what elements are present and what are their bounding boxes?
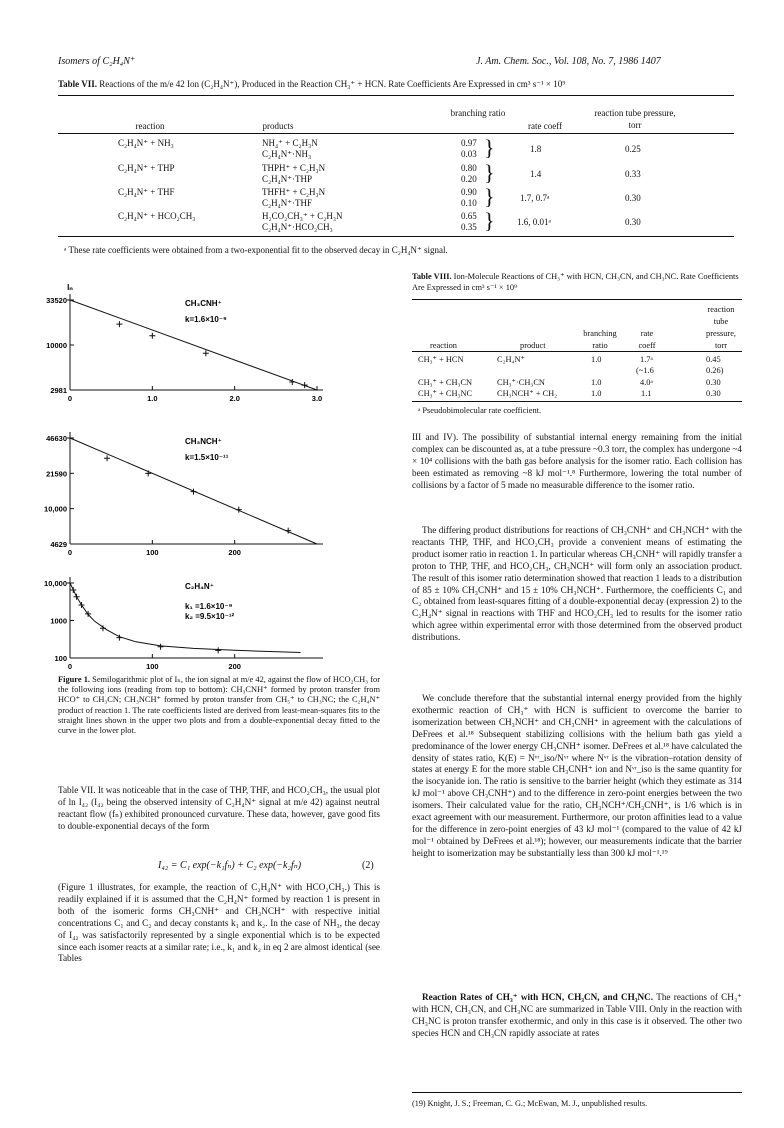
y-tick-label: 46630 [46,434,67,443]
plot-ch3nch [44,432,323,557]
data-point [67,297,73,303]
y-tick-label: 33520 [46,296,67,305]
left-paragraph-2: (Figure 1 illustrates, for example, the reaction of C₂H₄N⁺ with HCO₂CH₃.) This is readily explained if it is assumed that the C₂H₄N⁺ formed by reaction 1 is present in both of the isomeric forms CH₃CNH⁺ and CH₃NCH⁺ with respective initial concentrations C₁ and C₂ and decay constants k₁ and k₂. In the case of NH₃, the decay of I₄₂ was satisfactorily represented by a single exponential which is to be expected since each isomer reacts at a similar rate; i.e., k₁ and k₂ in eq 2 are almost identical (see Tables [58,882,380,964]
data-point [215,647,221,653]
right-paragraph-2: The differing product distributions for reactions of CH₃CNH⁺ and CH₃NCH⁺ with the reactants THP, THF, and HCO₂CH₃ provide a convenient means of estimating the product isomer ratio in reaction 1. In particular whereas CH₃CNH⁺ will rapidly transfer a proton to THP, THF, and HCO₂CH₃, CH₃NCH⁺ will form only an association product. The result of this isomer ratio determination showed that reaction 1 leads to a distribution of 85 ± 10% CH₃CNH⁺ and 15 ± 10% CH₃NCH⁺. Furthermore, the coefficients C₁ and C₂ obtained from least-squares fitting of a double-exponential decay (expression 2) to the C₂H₄N⁺ signal in reactions with THF and HCO₂CH₃ led to results for the isomer ratio which agree within experimental error with those determined from the observed product distributions. [412,525,742,643]
running-header-left: Isomers of C₂H₄N⁺ [58,56,136,67]
rate-label: k₂ =9.5×10⁻¹² [185,612,235,621]
table7-header-pressure: reaction tube pressure, torr [594,108,676,130]
plot-c2h4n [44,577,323,672]
table8-cell-rate: 1.1 [641,389,652,398]
table8-header-rate: rate coeff [638,329,656,350]
y-tick-label: 1000 [50,616,67,626]
table8-header-branching: branching ratio [583,329,617,350]
figure1-caption-label: Figure 1. [58,675,91,684]
data-point [70,587,76,593]
table8-footnote: ᵃ Pseudobimolecular rate coefficient. [418,406,542,415]
footnote-19: (19) Knight, J. S.; Freeman, C. G.; McEwan, M. J., unpublished results. [412,1099,648,1108]
table8-cell-product: CH₃⁺·CH₃CN [497,378,545,387]
table8-cell-ratio: 1.0 [591,389,602,398]
table7-cell-product: C₂H₄N⁺·HCO₂CH₃ [262,222,333,232]
table7-top-rule [58,95,734,96]
y-tick-label: 10,000 [44,504,67,514]
table7-cell-product: C₂H₄N⁺·NH₃ [262,149,312,159]
y-tick-label: 100 [54,654,67,663]
table7-header-rate: rate coeff [527,121,563,131]
table8-caption-text: Ion-Molecule Reactions of CH₃⁺ with HCN, CH₃CN, and CH₃NC. Rate Coefficients Are Expressed in cm³ s⁻¹ × 10⁹ [412,272,739,292]
table8-cell-reaction: CH₃⁺ + HCN [418,355,464,364]
fit-line [70,300,317,390]
plot-ch3cnh [46,283,323,403]
table8-cell-ratio: 1.0 [591,378,602,387]
section-heading: Reaction Rates of CH₃⁺ with HCN, CH₃CN, and CH₃NC. [422,992,654,1002]
table7-cell-ratio: 0.03 [461,149,477,159]
x-tick-label: 0 [67,394,73,403]
y-tick-label: 10000 [46,340,67,350]
table7-bottom-rule [58,236,734,237]
figure1 [30,280,380,672]
table8-caption [412,272,742,293]
figure1-caption [58,675,380,736]
table8-cell-product: CH₃NCH⁺ + CH₂ [497,389,558,398]
table7-caption-label: Table VII. [58,79,98,89]
table8-cell-pressure: 0.45 [706,355,721,364]
data-point [203,350,209,356]
table8-bottom-rule [412,401,742,402]
left-paragraph-1: Table VII. It was noticeable that in the case of THP, THF, and HCO₂CH₃, the usual plot of ln I₄₂ (I₄₂ being the observed intensity of C₂H₄N⁺ signal at m/e 42) against neutral reactant flow (fₙ) exhibited pronounced curvature. These data, however, gave good fits to double-exponential decays of the form [58,785,380,831]
x-tick-label: 0 [67,662,73,671]
right-paragraph-4 [412,992,742,1040]
table7-cell-rate: 1.6, 0.01ᵃ [517,217,551,227]
data-point [191,489,197,495]
data-point [74,594,80,600]
data-point [145,470,151,476]
y-tick-label: 4629 [50,540,67,549]
data-point [116,321,122,327]
y-tick-label: 21590 [46,469,67,479]
table7-cell-reaction: C₂H₄N⁺ + THP [118,163,175,173]
table7-header-products: products [262,121,294,131]
table7-cell-reaction: C₂H₄N⁺ + THF [118,187,175,197]
table7-cell-pressure: 0.30 [625,193,641,203]
table7-cell-ratio: 0.90 [461,187,477,197]
table8-header-product: product [520,341,546,350]
y-axis-title: Iₙ [67,283,73,292]
table7-cell-pressure: 0.33 [625,169,641,179]
table7-header-reaction: reaction [135,121,165,131]
data-point [149,333,155,339]
table7-cell-ratio: 0.80 [461,163,477,173]
table8-header-rule [412,351,742,352]
x-tick-label: 3.0 [311,394,323,403]
table8-header-reaction: reaction [430,341,457,350]
ion-label: CH₃CNH⁺ [185,299,222,308]
table7-cell-ratio: 0.20 [461,174,477,184]
table7-cell-reaction: C₂H₄N⁺ + NH₃ [118,138,174,148]
table7-cell-reaction: C₂H₄N⁺ + HCO₂CH₃ [118,211,196,221]
table7-cell-rate: 1.4 [530,169,542,179]
table7-cell-pressure: 0.25 [625,144,641,154]
table7-cell-product: THPH⁺ + C₂H₃N [262,163,326,173]
table8-cell-ratio: 1.0 [591,355,602,364]
table8-caption-label: Table VIII. [412,272,452,281]
running-header-right: J. Am. Chem. Soc., Vol. 108, No. 7, 1986 1407 [476,56,661,67]
table7-cell-rate: 1.7, 0.7ᵃ [520,193,550,203]
data-point [67,435,73,441]
data-point [67,580,73,586]
table7-brace: } [484,208,495,233]
table7-cell-product: C₂H₄N⁺·THP [262,174,313,184]
table8-cell-rate: (~1.6 [636,366,654,375]
equation-number: (2) [362,860,374,871]
table7-header-branching: branching ratio [450,108,506,118]
data-point [104,455,110,461]
table7-caption [58,78,738,90]
table7-cell-product: NH₄⁺ + C₂H₃N [262,138,318,148]
table7-brace: } [484,135,495,160]
table7-cell-ratio: 0.97 [461,138,477,148]
x-tick-label: 200 [228,548,241,557]
table8-cell-pressure: 0.30 [706,389,721,398]
x-tick-label: 2.0 [229,394,240,403]
ion-label: CH₃NCH⁺ [185,437,222,446]
table7-cell-ratio: 0.10 [461,198,477,208]
right-paragraph-1: III and IV). The possibility of substantial internal energy remaining from the initial complex can be discounted as, at a tube pressure ~0.3 torr, the complex has undergone ~4 × 10⁴ collisions with the bath gas before analysis for the isomer ratio. Each collision has been estimated as removing ~8 kJ mol⁻¹.⁸ Furthermore, lowering the total number of collisions by a factor of 5 made no measurable difference to the isomer ratio. [412,432,742,490]
table7-brace: } [484,184,495,209]
table8-cell-pressure: 0.26) [706,366,724,375]
y-tick-label: 2981 [50,386,67,395]
table7-cell-product: H₂CO₂CH₃⁺ + C₂H₃N [262,211,343,221]
figure1-caption-text: Semilogarithmic plot of Iₙ, the ion signal at m/e 42, against the flow of HCO₂CH₃ for the following ions (reading from top to bottom): CH₃CNH⁺ formed by proton transfer from HCO⁺ to CH₃CN; CH₃NCH⁺ formed by proton transfer from CH₅⁺ to CH₃NC; the C₂H₄N⁺ product of reaction 1. The rate coefficients listed are derived from least-mean-squares fits to the straight lines shown in the upper two plots and from a double-exponential decay fitted to the curve in the lower plot. [58,675,380,736]
table7-cell-ratio: 0.65 [461,211,477,221]
table8-cell-rate: 4.0ᵃ [640,378,653,387]
x-tick-label: 0 [67,548,73,557]
table7-header-rule [58,133,734,134]
right-paragraph-4-text: The reactions of CH₃⁺ with HCN, CH₃CN, and CH₃NC are summarized in Table VIII. Only in the reaction with CH₃NC is proton transfer exothermic, and only in this case is it observed. The other two species HCN and CH₃CN rapidly associate at rates [412,992,742,1038]
rate-label: k₁ =1.6×10⁻⁹ [185,602,233,611]
table7-cell-product: THFH⁺ + C₂H₃N [262,187,326,197]
table7-footnote: ᵃ These rate coefficients were obtained from a two-exponential fit to the observed decay in C₂H₄N⁺ signal. [64,245,448,255]
table7-cell-rate: 1.8 [530,144,542,154]
data-point [302,382,308,388]
table8-cell-pressure: 0.30 [706,378,721,387]
table8-top-rule [412,299,742,300]
data-point [79,602,85,608]
table7-caption-text: Reactions of the m/e 42 Ion (C₂H₄N⁺), Produced in the Reaction CH₃⁺ + HCN. Rate Coefficients Are Expressed in cm³ s⁻¹ × 10⁹ [99,79,566,89]
table7-brace: } [484,160,495,185]
table7-cell-product: C₂H₄N⁺·THF [262,198,313,208]
footnote-rule [412,1092,742,1093]
table8-cell-reaction: CH₃⁺ + CH₃NC [418,389,473,398]
data-point [158,644,164,650]
x-tick-label: 1.0 [147,394,158,403]
table7-cell-ratio: 0.35 [461,222,477,232]
x-tick-label: 100 [146,662,159,671]
table8-cell-product: C₂H₄N⁺ [497,355,525,364]
table7-cell-pressure: 0.30 [625,217,641,227]
rate-label: k=1.5×10⁻¹¹ [185,453,229,462]
table8-cell-reaction: CH₃⁺ + CH₃CN [418,378,473,387]
table8-cell-rate: 1.7ᵃ [640,355,653,364]
y-tick-label: 10,000 [44,579,67,588]
x-tick-label: 100 [146,548,159,557]
equation-2: I₄₂ = C₁ exp(−k₁fₙ) + C₂ exp(−k₂fₙ) [158,860,302,871]
ion-label: C₂H₄N⁺ [185,582,214,591]
x-tick-label: 200 [228,662,241,671]
right-paragraph-3: We conclude therefore that the substantial internal energy provided from the highly exothermic reaction of CH₃⁺ with HCN is sufficient to overcome the barrier to isomerization between CH₃NCH⁺ and CH₃CNH⁺ in agreement with the calculations of DeFrees et al.¹⁸ Subsequent stabilizing collisions with the helium bath gas yield a predominance of the lower energy CH₃CNH⁺ isomer. DeFrees et al.¹⁸ have calculated the density of states ratio, K(E) = Nᵛʳ_iso/Nᵛʳ where Nᵛʳ is the vibration–rotation density of states at energy E for the more stable CH₃CNH⁺ ion and Nᵛʳ_iso is the same quantity for the isocyanide ion. The ratio is sensitive to the barrier height (which they estimate as 314 kJ mol⁻¹ above CH₃CNH⁺) and to the difference in zero-point energies between the two isomers. Their calculated value for the ratio, CH₃NCH⁺/CH₃CNH⁺, is 1/6 which is in exact agreement with our measurement. Furthermore, our proton affinities lead to a value for the difference in zero-point energies of 43 kJ mol⁻¹ (compared to the value of 42 kJ mol⁻¹ obtained by DeFrees et al.¹⁸); however, our measurements indicate that the barrier height to isomerization may be substantially less than 300 kJ mol⁻¹.¹⁹ [412,693,742,858]
rate-label: k=1.6×10⁻⁹ [185,315,227,324]
table8-header-pressure: reaction tube pressure, torr [706,305,736,350]
